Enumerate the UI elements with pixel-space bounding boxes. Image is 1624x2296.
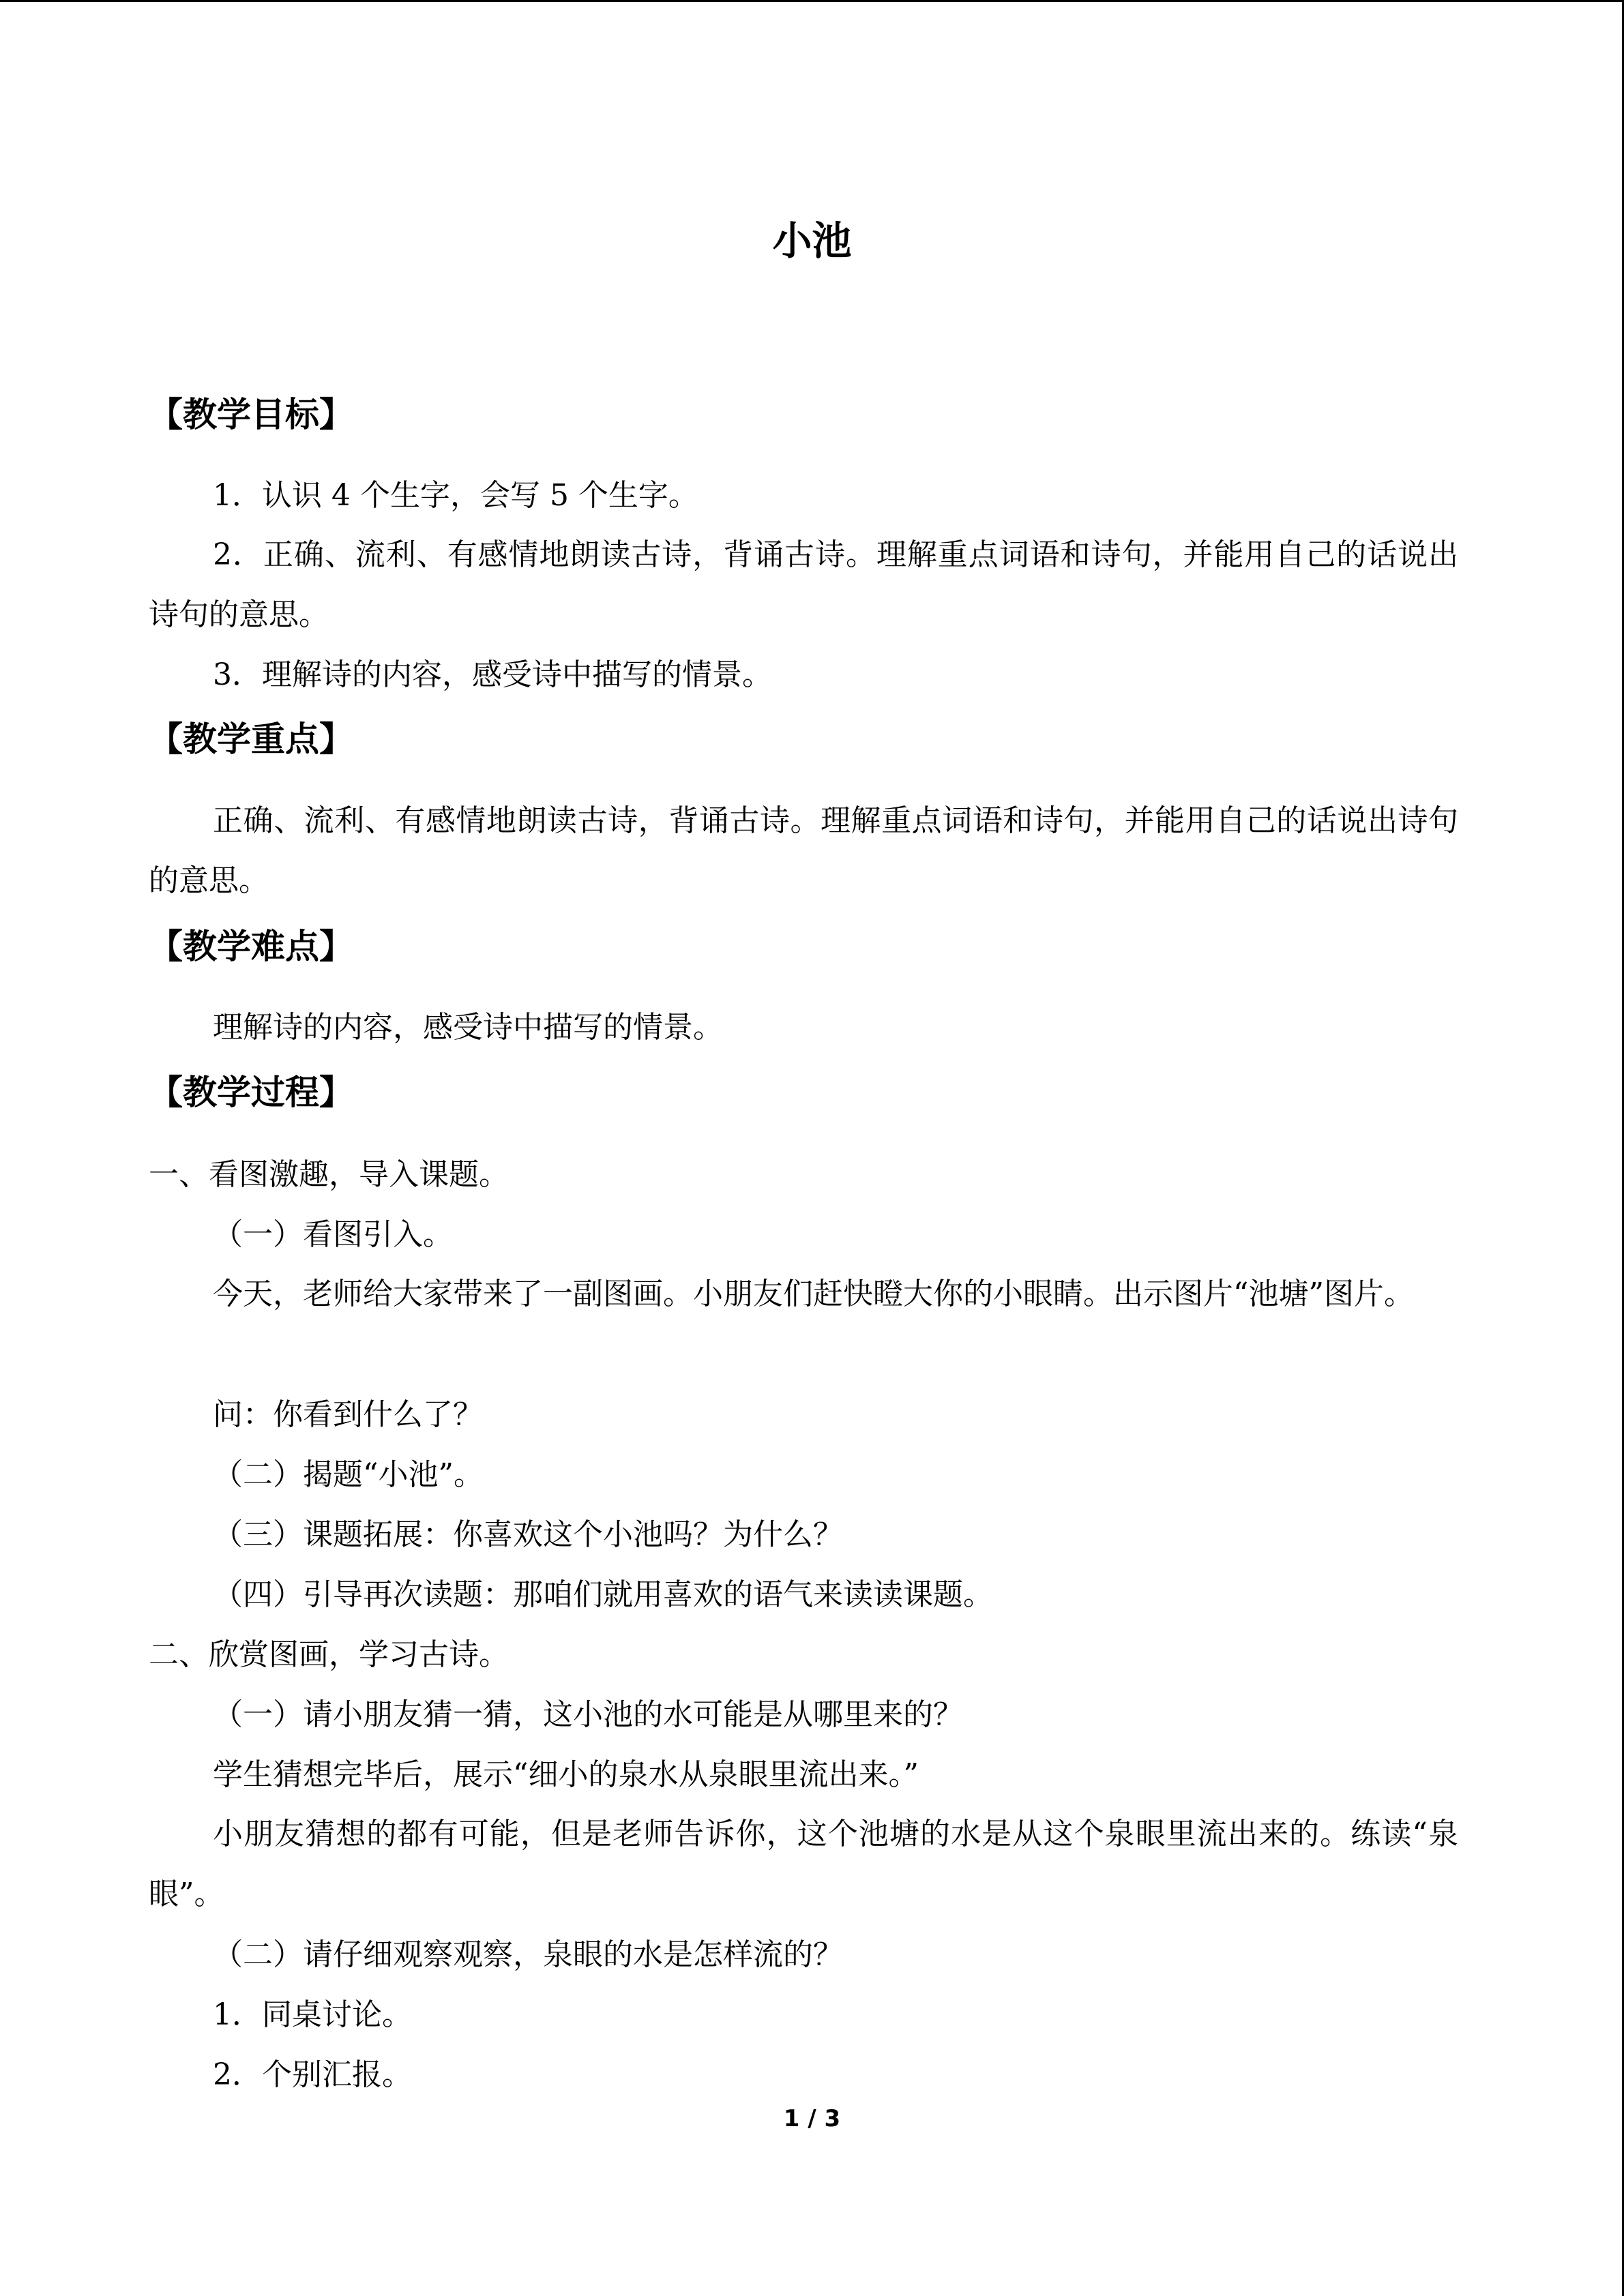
process-part2-sub1: 1．同桌讨论。 xyxy=(213,1997,412,2032)
objective-item-1: 1．认识 4 个生字，会写 5 个生字。 xyxy=(213,478,698,513)
process-part2-sub2: 2．个别汇报。 xyxy=(213,2057,412,2092)
process-part1-step1-text: 今天，老师给大家带来了一副图画。小朋友们赶快瞪大你的小眼睛。出示图片“池塘”图片。 xyxy=(213,1277,1414,1311)
heading-difficulties: 【教学难点】 xyxy=(149,927,353,966)
process-part1-step2: （二）揭题“小池”。 xyxy=(213,1457,484,1492)
process-part1-step1: （一）看图引入。 xyxy=(213,1217,453,1252)
process-part2-step1-text-b: 小朋友猜想的都有可能，但是老师告诉你，这个池塘的水是从这个泉眼里流出来的。练读“泉眼”。 xyxy=(149,1817,1458,1911)
process-part2-step2: （二）请仔细观察观察，泉眼的水是怎样流的？ xyxy=(213,1937,843,1972)
objective-item-3: 3．理解诗的内容，感受诗中描写的情景。 xyxy=(213,657,772,692)
process-part2-step1-text-a: 学生猜想完毕后，展示“细小的泉水从泉眼里流出来。” xyxy=(213,1757,919,1792)
objective-item-2: 2．正确、流利、有感情地朗读古诗，背诵古诗。理解重点词语和诗句，并能用自己的话说出诗句的意思。 xyxy=(149,537,1458,632)
page-number: 1 / 3 xyxy=(783,2105,841,2132)
heading-objectives: 【教学目标】 xyxy=(149,395,353,434)
process-part1-step4: （四）引导再次读题：那咱们就用喜欢的语气来读读课题。 xyxy=(213,1577,993,1612)
process-part1-title: 一、看图激趣，导入课题。 xyxy=(149,1157,509,1192)
process-part1-step3: （三）课题拓展：你喜欢这个小池吗？为什么？ xyxy=(213,1517,843,1552)
process-part2-title: 二、欣赏图画，学习古诗。 xyxy=(149,1637,509,1672)
heading-key-points: 【教学重点】 xyxy=(149,719,353,759)
difficulties-text: 理解诗的内容，感受诗中描写的情景。 xyxy=(213,1010,723,1045)
heading-process: 【教学过程】 xyxy=(149,1073,353,1112)
key-points-text: 正确、流利、有感情地朗读古诗，背诵古诗。理解重点词语和诗句，并能用自己的话说出诗句的意思。 xyxy=(149,803,1458,898)
document-title: 小池 xyxy=(772,218,852,264)
process-part2-step1: （一）请小朋友猜一猜，这小池的水可能是从哪里来的？ xyxy=(213,1697,963,1732)
process-part1-question: 问：你看到什么了？ xyxy=(213,1397,483,1432)
